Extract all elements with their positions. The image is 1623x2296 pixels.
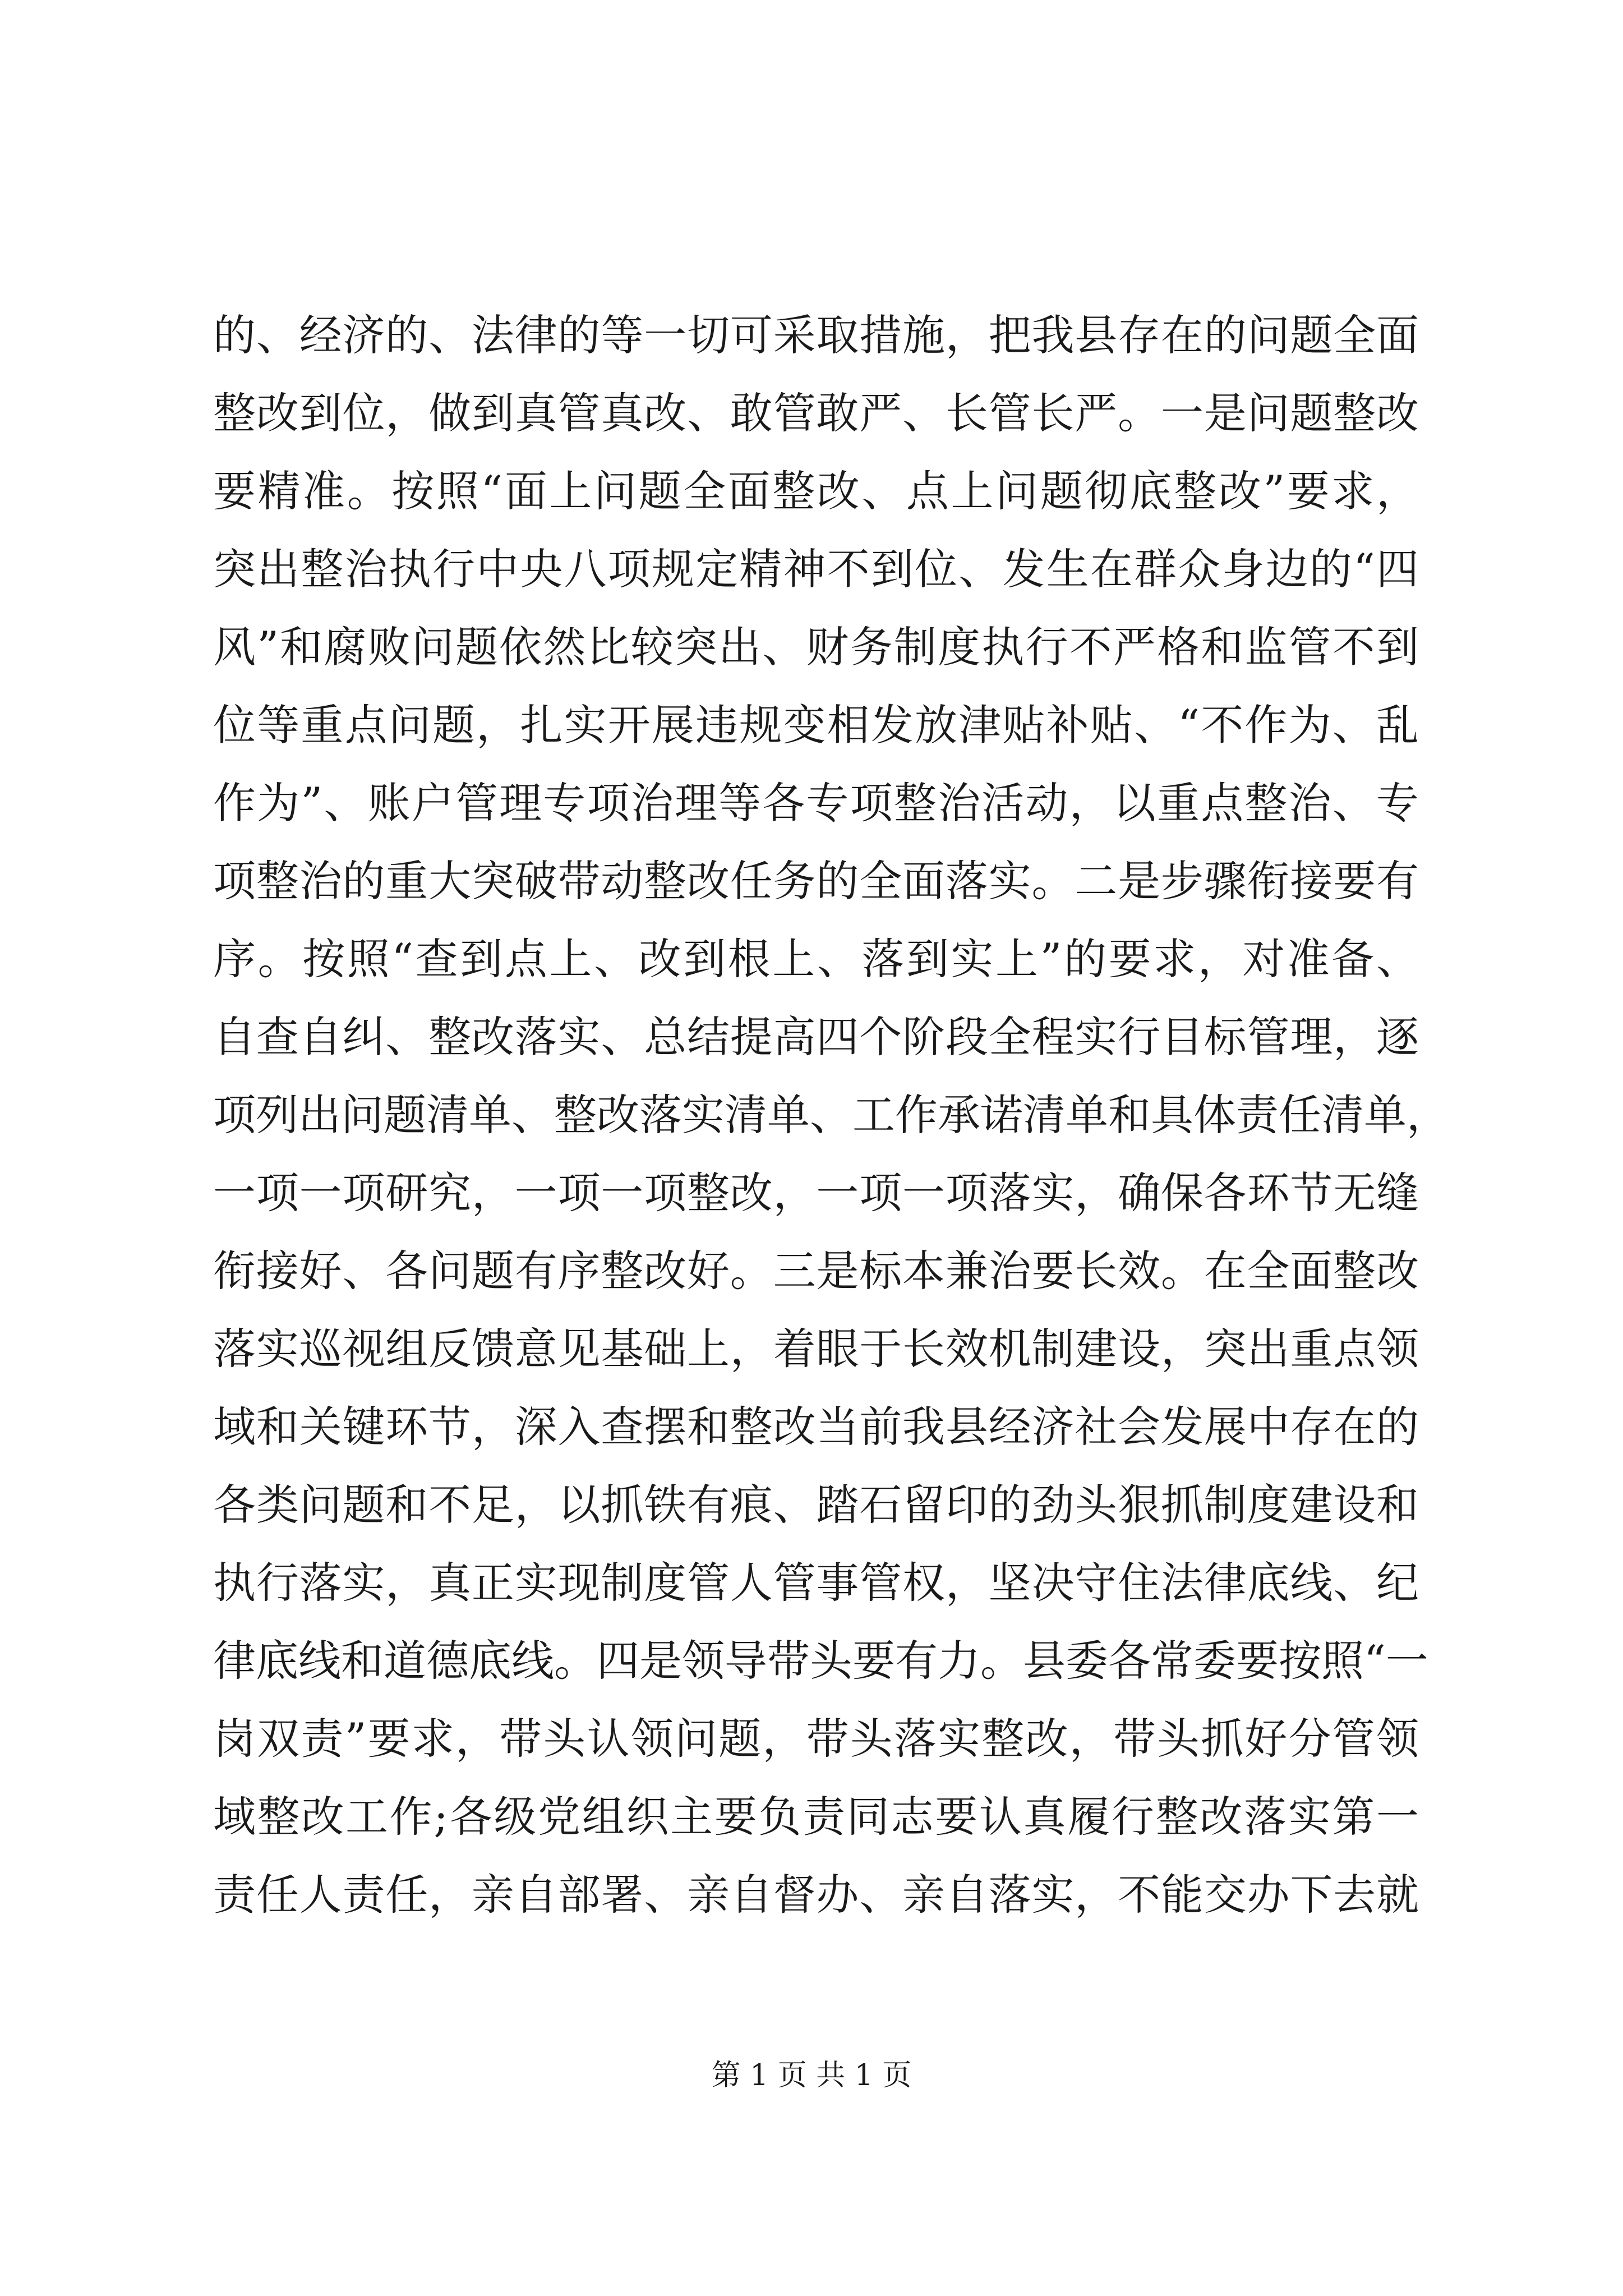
text-line: 自查自纠、整改落实、总结提高四个阶段全程实行目标管理，逐 bbox=[213, 1012, 1419, 1062]
text-line: 衔接好、各问题有序整改好。三是标本兼治要长效。在全面整改 bbox=[213, 1246, 1419, 1296]
page-number-label: 第 1 页 共 1 页 bbox=[711, 2059, 912, 2092]
text-line: 域整改工作;各级党组织主要负责同志要认真履行整改落实第一 bbox=[213, 1792, 1419, 1842]
text-line: 律底线和道德底线。四是领导带头要有力。县委各常委要按照“一 bbox=[213, 1636, 1428, 1686]
text-line: 责任人责任，亲自部署、亲自督办、亲自落实，不能交办下去就 bbox=[213, 1870, 1419, 1920]
text-line: 位等重点问题，扎实开展违规变相发放津贴补贴、“不作为、乱 bbox=[213, 700, 1419, 750]
text-line: 作为”、账户管理专项治理等各专项整治活动，以重点整治、专 bbox=[213, 778, 1419, 828]
text-line: 一项一项研究，一项一项整改，一项一项落实，确保各环节无缝 bbox=[213, 1168, 1419, 1218]
text-line: 风”和腐败问题依然比较突出、财务制度执行不严格和监管不到 bbox=[213, 622, 1419, 672]
page-footer bbox=[0, 2056, 1623, 2095]
text-line: 落实巡视组反馈意见基础上，着眼于长效机制建设，突出重点领 bbox=[213, 1324, 1419, 1374]
text-line: 的、经济的、法律的等一切可采取措施，把我县存在的问题全面 bbox=[213, 310, 1419, 360]
text-line: 域和关键环节，深入查摆和整改当前我县经济社会发展中存在的 bbox=[213, 1402, 1419, 1452]
text-line: 项整治的重大突破带动整改任务的全面落实。二是步骤衔接要有 bbox=[213, 856, 1419, 906]
text-line: 整改到位，做到真管真改、敢管敢严、长管长严。一是问题整改 bbox=[213, 388, 1419, 438]
text-line: 突出整治执行中央八项规定精神不到位、发生在群众身边的“四 bbox=[213, 544, 1419, 594]
text-line: 要精准。按照“面上问题全面整改、点上问题彻底整改”要求， bbox=[213, 466, 1419, 516]
text-line: 执行落实，真正实现制度管人管事管权，坚决守住法律底线、纪 bbox=[213, 1558, 1419, 1608]
text-line: 各类问题和不足，以抓铁有痕、踏石留印的劲头狠抓制度建设和 bbox=[213, 1480, 1419, 1530]
text-line: 岗双责”要求，带头认领问题，带头落实整改，带头抓好分管领 bbox=[213, 1714, 1419, 1764]
text-line: 序。按照“查到点上、改到根上、落到实上”的要求，对准备、 bbox=[213, 934, 1419, 984]
text-line: 项列出问题清单、整改落实清单、工作承诺清单和具体责任清单， bbox=[213, 1090, 1449, 1140]
body-text bbox=[213, 296, 1449, 1934]
